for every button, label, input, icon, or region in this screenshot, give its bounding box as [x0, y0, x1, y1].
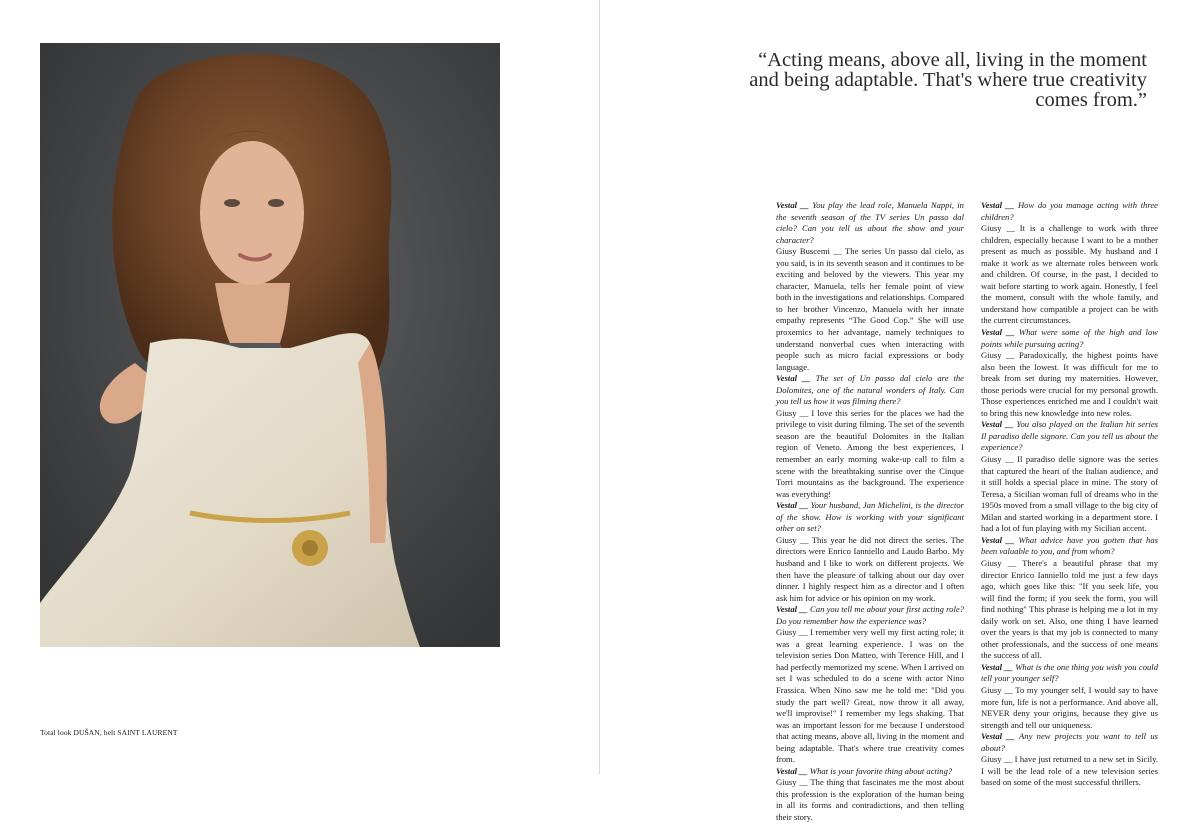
- paragraph-text: I love this series for the places we had the privilege to visit during filming. The set of the seventh season are the beautiful Dolomites in the Italian region of Veneto. Among the best experiences, I remember an early morning wake-up call to film a scene with the breathtaking sunrise over the Cinque Torri mountains as the background. The experience was everything!: [776, 407, 964, 499]
- speaker-label: Vestal __: [981, 200, 1015, 210]
- interview-answer: [981, 454, 1158, 535]
- speaker-label: Vestal __: [776, 765, 808, 776]
- paragraph-text: I remember very well my first acting role; it was a great learning experience. I was on the television series Don Matteo, with Terence Hill, and I had perfectly memorized my scene. When I arrived on set I was scheduled to do a scene with actor Nino Frassica. When Nino saw me he told me: "Did you study the part well? Great, now throw it all away, we'll improvise!" I remember my legs shaking. That was an important lesson for me because I understood that acting means, above all, living in the moment and being adaptable. That's where true creativity comes from.: [776, 627, 964, 765]
- paragraph-text: To my younger self, I would say to have more fun, life is not a performance. And above all, NEVER deny your origins, because they give us strength and tell our uniqueness.: [981, 684, 1158, 730]
- speaker-label: Vestal __: [981, 534, 1015, 545]
- interview-question: [981, 200, 1158, 223]
- paragraph-text: I have just returned to a new set in Sicily. I will be the lead role of a new television series based on some of the most successful thrillers.: [981, 754, 1158, 788]
- speaker-label: Giusy __: [981, 223, 1015, 234]
- paragraph-text: What advice have you gotten that has been valuable to you, and from whom?: [981, 534, 1158, 557]
- speaker-label: Vestal __: [776, 200, 809, 210]
- speaker-label: Vestal __: [981, 419, 1014, 430]
- speaker-label: Vestal __: [776, 373, 811, 384]
- speaker-label: Giusy __: [776, 627, 808, 638]
- interview-question: [776, 373, 964, 408]
- speaker-label: Giusy __: [981, 684, 1013, 695]
- photo-credit: Total look DUŠAN, belt SAINT LAURENT: [40, 728, 178, 737]
- interview-question: [776, 766, 964, 778]
- interview-question: [981, 731, 1158, 754]
- portrait-photo: [40, 43, 500, 647]
- speaker-label: Giusy __: [776, 777, 808, 788]
- interview-question: [776, 200, 964, 246]
- interview-answer: [981, 350, 1158, 419]
- speaker-label: Vestal __: [776, 500, 809, 511]
- interview-question: [776, 500, 964, 535]
- pull-quote-line: comes from.”: [1035, 89, 1147, 111]
- paragraph-text: The set of Un passo dal cielo are the Dolomites, one of the natural wonders of Italy. Can you tell us how it was filming there?: [776, 373, 964, 407]
- page-gutter: [599, 0, 600, 774]
- interview-column-2: [981, 200, 1158, 789]
- interview-answer: [776, 627, 964, 766]
- paragraph-text: How do you manage acting with three children?: [981, 200, 1158, 222]
- interview-answer: [776, 408, 964, 500]
- paragraph-text: There's a beautiful phrase that my director Enrico Ianniello told me just a few days ago, which goes like this: "If you seek life, you will find the form; if you seek the form, you will find nothing" This phrase is helping me a lot in my daily work on set. Also, one thing I have learned over the years is that my job is connected to many other professionals, and the success of one means the success of all.: [981, 557, 1158, 661]
- portrait-illustration: [40, 43, 500, 647]
- interview-question: [981, 419, 1158, 454]
- paragraph-text: What is the one thing you wish you could tell your younger self?: [981, 661, 1158, 684]
- speaker-label: Giusy __: [776, 534, 809, 545]
- interview-question: [981, 535, 1158, 558]
- interview-answer: [981, 754, 1158, 789]
- paragraph-text: Il paradiso delle signore was the series that captured the heart of the Italian audience, and it still holds a special place in mine. The story of Teresa, a Sicilian woman full of dreams who in the 1950s moved from a small village to the big city of Milan and started working in a department store. I had a lot of fun playing with my Sicilian accent.: [981, 454, 1158, 534]
- interview-column-1: [776, 200, 964, 824]
- interview-answer: [776, 246, 964, 373]
- interview-answer: [981, 223, 1158, 327]
- speaker-label: Giusy __: [981, 754, 1013, 765]
- speaker-label: Vestal __: [981, 327, 1015, 338]
- speaker-label: Vestal __: [981, 731, 1015, 742]
- speaker-label: Giusy __: [981, 350, 1015, 361]
- paragraph-text: What is your favorite thing about acting?: [807, 765, 953, 776]
- pull-quote-line: and being adaptable. That's where true creativity: [749, 69, 1147, 91]
- speaker-label: Giusy __: [981, 557, 1017, 568]
- paragraph-text: It is a challenge to work with three children, especially because I want to be a mother present as much as possible. My husband and I make it work as we alternate roles between work and children. Of course, in the past, I decided to wait before starting to work again. Honestly, I feel the moment, consult with the whole family, and understand how compatible a project can be with the current circumstances.: [981, 223, 1158, 326]
- paragraph-text: You also played on the Italian hit series Il paradiso delle signore. Can you tell us about the experience?: [981, 419, 1158, 453]
- speaker-label: Vestal __: [981, 661, 1013, 672]
- interview-question: [776, 604, 964, 627]
- interview-answer: [981, 685, 1158, 731]
- speaker-label: Vestal __: [776, 604, 808, 615]
- paragraph-text: Your husband, Jan Michelini, is the director of the show. How is working with your significant other on set?: [776, 500, 964, 534]
- paragraph-text: The thing that fascinates me the most about this profession is the exploration of the human being in all its forms and contradictions, and then telling their story.: [776, 777, 964, 822]
- speaker-label: Giusy Buscemi __: [776, 246, 842, 257]
- speaker-label: Giusy __: [981, 454, 1014, 465]
- paragraph-text: What were some of the high and low points while pursuing acting?: [981, 327, 1158, 349]
- interview-question: [981, 327, 1158, 350]
- interview-question: [981, 662, 1158, 685]
- pull-quote: [640, 50, 1147, 110]
- interview-answer: [776, 535, 964, 604]
- paragraph-text: Any new projects you want to tell us about?: [981, 731, 1158, 753]
- paragraph-text: Can you tell me about your first acting role? Do you remember how the experience was?: [776, 604, 964, 626]
- paragraph-text: The series Un passo dal cielo, as you said, is in its seventh season and it continues to be exciting and beloved by the viewers. This year my character, Manuela, tells her female point of view both in the investigations and relationships. Compared to her brother Vincenzo, Manuela with her innate empathy represents “The Good Cop.” She will use proxemics to her advantage, namely techniques to understand nonverbal cues when interacting with people such as micro facial expressions or body language.: [776, 246, 965, 372]
- interview-answer: [981, 558, 1158, 662]
- speaker-label: Giusy __: [776, 407, 809, 418]
- paragraph-text: This year he did not direct the series. The directors were Enrico Ianniello and Laudo Barbo. My husband and I like to work on different projects. We then have the pleasure of talking about our day over dinner. I highly respect him as a director and I often ask him for advice or his opinion on my work.: [776, 534, 964, 603]
- interview-answer: [776, 777, 964, 823]
- paragraph-text: Paradoxically, the highest points have also been the lowest. It was difficult for me to break from set during my maternities. However, those periods were crucial for my personal growth. Those experiences enriched me and I couldn't wait to bring this new knowledge into new roles.: [981, 350, 1158, 418]
- pull-quote-line: “Acting means, above all, living in the moment: [758, 49, 1147, 71]
- paragraph-text: You play the lead role, Manuela Nappi, in the seventh season of the TV series Un passo dal cielo? Can you tell us about the show and your character?: [776, 200, 964, 245]
